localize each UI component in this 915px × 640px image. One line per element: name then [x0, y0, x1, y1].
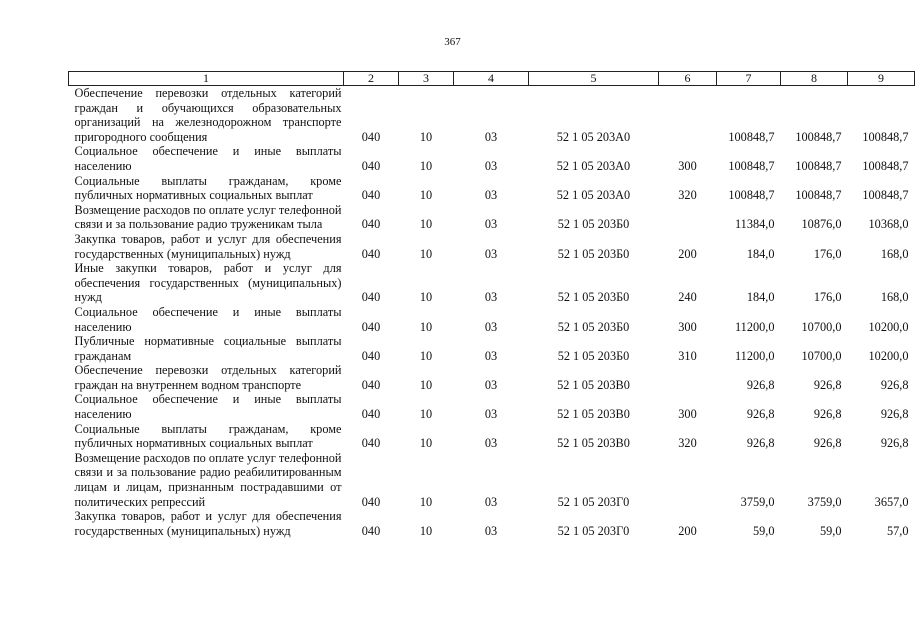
section-code: 10: [419, 494, 433, 509]
amount-year-3: 926,8: [880, 436, 909, 451]
subsection-code: 03: [484, 348, 498, 363]
section-code: 10: [419, 319, 433, 334]
amount-year-1: 100848,7: [728, 188, 775, 203]
table-row: [69, 509, 915, 538]
amount-year-1: 11384,0: [734, 217, 775, 232]
table-row: [69, 422, 915, 451]
target-article-code: 52 1 05 203В0: [557, 407, 630, 422]
admin-code: 040: [361, 319, 381, 334]
amount-year-2: 926,8: [813, 436, 842, 451]
section-code: 10: [419, 436, 433, 451]
header-cell: 3: [399, 72, 454, 86]
expense-type-code: 200: [678, 523, 697, 538]
row-description: Возмещение расходов по оплате услуг телефонной связи и за пользование радио реабилитированным лицам и лицам, признанным пострадавшими от политических репрессий: [74, 450, 342, 509]
target-article-code: 52 1 05 203В0: [557, 377, 630, 392]
amount-year-3: 3657,0: [874, 494, 909, 509]
section-code: 10: [419, 217, 433, 232]
table-row: [69, 334, 915, 363]
page-number: 367: [444, 36, 461, 48]
header-cell: 2: [344, 72, 399, 86]
table-row: [69, 232, 915, 261]
row-description: Иные закупки товаров, работ и услуг для обеспечения государственных (муниципальных) нужд: [74, 261, 342, 305]
amount-year-1: 926,8: [746, 377, 775, 392]
subsection-code: 03: [484, 290, 498, 305]
amount-year-2: 10700,0: [801, 319, 842, 334]
amount-year-3: 10368,0: [868, 217, 909, 232]
section-code: 10: [419, 348, 433, 363]
amount-year-2: 926,8: [813, 377, 842, 392]
amount-year-3: 168,0: [880, 246, 909, 261]
target-article-code: 52 1 05 203А0: [556, 188, 631, 203]
header-cell: 8: [781, 72, 848, 86]
table-row: [69, 144, 915, 173]
admin-code: 040: [361, 494, 381, 509]
target-article-code: 52 1 05 203Г0: [557, 494, 630, 509]
target-article-code: 52 1 05 203А0: [556, 129, 631, 144]
amount-year-2: 176,0: [813, 290, 842, 305]
table-row: [69, 392, 915, 421]
row-description: Обеспечение перевозки отдельных категорий граждан на внутреннем водном транспорте: [74, 363, 342, 392]
target-article-code: 52 1 05 203Г0: [557, 523, 630, 538]
amount-year-3: 57,0: [886, 523, 909, 538]
expense-type-code: [659, 86, 717, 145]
amount-year-1: 926,8: [746, 407, 775, 422]
amount-year-1: 184,0: [746, 290, 775, 305]
expense-type-code: 300: [678, 158, 697, 173]
table-row: [69, 451, 915, 509]
subsection-code: 03: [484, 188, 498, 203]
expense-type-code: 300: [678, 407, 697, 422]
expense-type-code: 320: [678, 436, 697, 451]
expense-type-code: [659, 363, 717, 392]
table-row: [69, 363, 915, 392]
amount-year-2: 100848,7: [795, 158, 842, 173]
amount-year-1: 59,0: [752, 523, 775, 538]
target-article-code: 52 1 05 203Б0: [557, 246, 630, 261]
row-description: Социальное обеспечение и иные выплаты населению: [74, 304, 342, 334]
admin-code: 040: [361, 246, 381, 261]
header-cell: 6: [659, 72, 717, 86]
admin-code: 040: [361, 158, 381, 173]
admin-code: 040: [361, 129, 381, 144]
row-description: Возмещение расходов по оплате услуг телефонной связи и за пользование радио труженикам тыла: [74, 202, 342, 232]
subsection-code: 03: [484, 158, 498, 173]
section-code: 10: [419, 377, 433, 392]
expense-type-code: 240: [678, 290, 697, 305]
amount-year-2: 100848,7: [795, 188, 842, 203]
amount-year-2: 176,0: [813, 246, 842, 261]
admin-code: 040: [361, 217, 381, 232]
header-cell: 5: [529, 72, 659, 86]
budget-table: [68, 71, 915, 538]
table-row: [69, 86, 915, 145]
subsection-code: 03: [484, 407, 498, 422]
expense-type-code: [659, 203, 717, 232]
subsection-code: 03: [484, 319, 498, 334]
header-cell: 9: [848, 72, 915, 86]
section-code: 10: [419, 129, 433, 144]
target-article-code: 52 1 05 203А0: [556, 158, 631, 173]
header-cell: 7: [717, 72, 781, 86]
section-code: 10: [419, 188, 433, 203]
expense-type-code: 320: [678, 188, 697, 203]
subsection-code: 03: [484, 436, 498, 451]
admin-code: 040: [361, 436, 381, 451]
amount-year-3: 926,8: [880, 377, 909, 392]
expense-type-code: 310: [678, 348, 697, 363]
row-description: Социальные выплаты гражданам, кроме публичных нормативных социальных выплат: [74, 421, 342, 451]
table-row: [69, 261, 915, 305]
amount-year-3: 100848,7: [862, 129, 909, 144]
admin-code: 040: [361, 407, 381, 422]
amount-year-3: 168,0: [880, 290, 909, 305]
subsection-code: 03: [484, 246, 498, 261]
row-description: Социальное обеспечение и иные выплаты населению: [74, 144, 342, 173]
subsection-code: 03: [484, 217, 498, 232]
row-description: Закупка товаров, работ и услуг для обеспечения государственных (муниципальных) нужд: [74, 509, 342, 538]
amount-year-1: 3759,0: [740, 494, 775, 509]
row-description: Публичные нормативные социальные выплаты гражданам: [74, 334, 342, 363]
amount-year-3: 10200,0: [868, 348, 909, 363]
admin-code: 040: [361, 377, 381, 392]
header-cell: 1: [69, 72, 344, 86]
amount-year-1: 184,0: [746, 246, 775, 261]
row-description: Социальные выплаты гражданам, кроме публичных нормативных социальных выплат: [74, 173, 342, 203]
amount-year-2: 10700,0: [801, 348, 842, 363]
table-row: [69, 203, 915, 232]
target-article-code: 52 1 05 203Б0: [557, 348, 630, 363]
amount-year-2: 3759,0: [807, 494, 842, 509]
target-article-code: 52 1 05 203Б0: [557, 217, 630, 232]
header-row: [69, 72, 915, 86]
admin-code: 040: [361, 348, 381, 363]
admin-code: 040: [361, 523, 381, 538]
table-row: [69, 305, 915, 334]
amount-year-2: 59,0: [819, 523, 842, 538]
admin-code: 040: [361, 188, 381, 203]
expense-type-code: 300: [678, 319, 697, 334]
section-code: 10: [419, 407, 433, 422]
amount-year-3: 926,8: [880, 407, 909, 422]
row-description: Обеспечение перевозки отдельных категорий граждан и обучающихся образовательных организаций на железнодорожном транспорте пригородного сообщения: [74, 86, 342, 144]
section-code: 10: [419, 158, 433, 173]
amount-year-2: 100848,7: [795, 129, 842, 144]
amount-year-3: 100848,7: [862, 158, 909, 173]
subsection-code: 03: [484, 377, 498, 392]
section-code: 10: [419, 246, 433, 261]
amount-year-1: 100848,7: [728, 158, 775, 173]
amount-year-3: 10200,0: [868, 319, 909, 334]
target-article-code: 52 1 05 203Б0: [557, 319, 630, 334]
admin-code: 040: [361, 290, 381, 305]
amount-year-1: 926,8: [746, 436, 775, 451]
amount-year-3: 100848,7: [862, 188, 909, 203]
amount-year-1: 100848,7: [728, 129, 775, 144]
target-article-code: 52 1 05 203В0: [557, 436, 630, 451]
subsection-code: 03: [484, 523, 498, 538]
amount-year-2: 10876,0: [801, 217, 842, 232]
amount-year-2: 926,8: [813, 407, 842, 422]
amount-year-1: 11200,0: [734, 348, 775, 363]
row-description: Социальное обеспечение и иные выплаты населению: [74, 392, 342, 422]
expense-type-code: 200: [678, 246, 697, 261]
target-article-code: 52 1 05 203Б0: [557, 290, 630, 305]
expense-type-code: [659, 451, 717, 509]
header-cell: 4: [454, 72, 529, 86]
section-code: 10: [419, 290, 433, 305]
row-description: Закупка товаров, работ и услуг для обеспечения государственных (муниципальных) нужд: [74, 231, 342, 261]
subsection-code: 03: [484, 494, 498, 509]
subsection-code: 03: [484, 129, 498, 144]
section-code: 10: [419, 523, 433, 538]
table-row: [69, 174, 915, 203]
amount-year-1: 11200,0: [734, 319, 775, 334]
